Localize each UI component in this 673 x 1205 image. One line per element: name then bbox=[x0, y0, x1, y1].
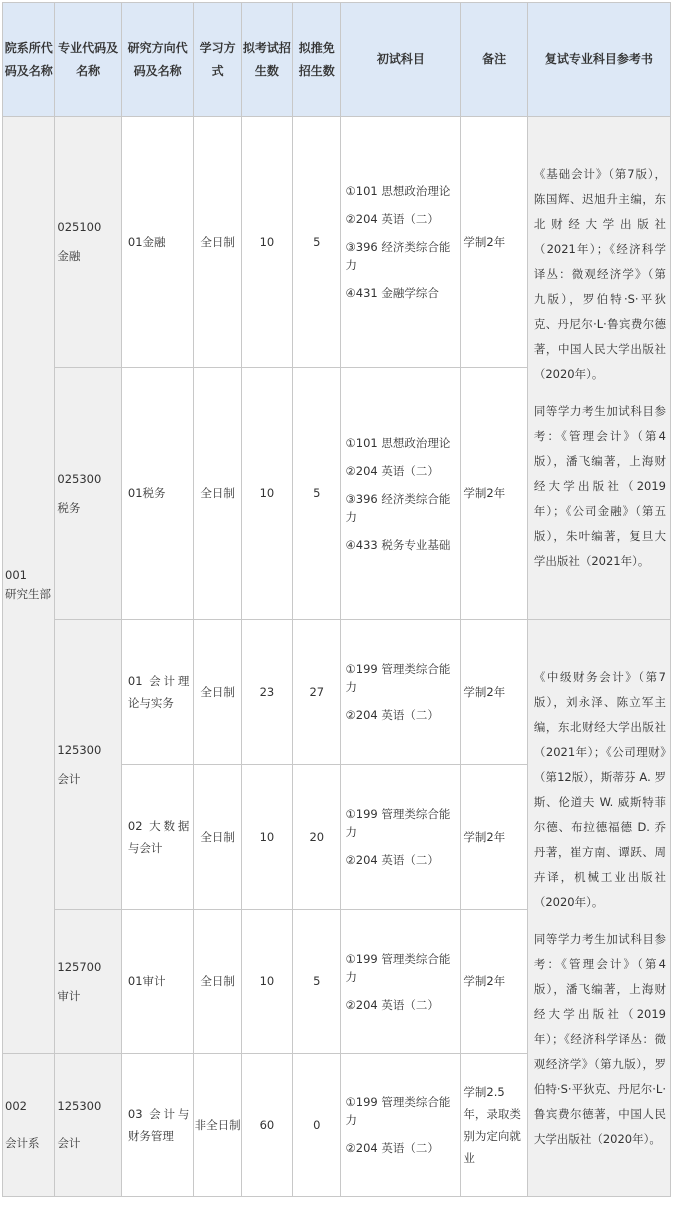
mode-cell: 非全日制 bbox=[194, 1054, 241, 1197]
subject-item: ①101 思想政治理论 bbox=[345, 184, 451, 198]
subject-item: ②204 英语（二） bbox=[345, 997, 439, 1012]
subject-item: ①199 管理类综合能力 bbox=[345, 951, 451, 984]
subjects-cell bbox=[341, 368, 461, 620]
header-subjects: 初试科目 bbox=[341, 3, 461, 117]
subject-item: ②204 英语（二） bbox=[345, 212, 439, 226]
exam-count-cell: 10 bbox=[241, 765, 292, 910]
subject-item: ②204 英语（二） bbox=[345, 853, 439, 867]
major-code: 125300 bbox=[57, 1099, 102, 1113]
dept-code: 001 bbox=[5, 568, 27, 582]
books-main: 《中级财务会计》（第7版），刘永泽、陈立军主编，东北财经大学出版社（2021年）；《公司理财》（第12版），斯蒂芬 A. 罗斯、伦道夫 W. 威斯特菲尔德、布拉德福德 D. 乔丹著，崔方南、谭跃、周卉译，机械工业出版社（2020年）。 bbox=[533, 669, 666, 909]
mode-cell: 全日制 bbox=[194, 910, 241, 1054]
note-cell: 学制2年 bbox=[461, 765, 527, 910]
subjects-cell bbox=[341, 765, 461, 910]
dept-name: 会计系 bbox=[5, 1136, 40, 1150]
note-cell: 学制2.5年，录取类别为定向就业 bbox=[461, 1054, 527, 1197]
subjects-cell bbox=[341, 1054, 461, 1197]
note-cell: 学制2年 bbox=[461, 910, 527, 1054]
major-code: 125700 bbox=[57, 959, 102, 974]
major-cell bbox=[55, 368, 121, 620]
table-row bbox=[3, 117, 671, 368]
mode-cell: 全日制 bbox=[194, 765, 241, 910]
exam-count-cell: 23 bbox=[241, 620, 292, 765]
dept-name: 研究生部 bbox=[5, 587, 51, 601]
mode-cell: 全日制 bbox=[194, 117, 241, 368]
books-cell bbox=[527, 117, 670, 620]
recommend-count-cell: 5 bbox=[293, 910, 341, 1054]
header-books: 复试专业科目参考书 bbox=[527, 3, 670, 117]
header-exam-count: 拟考试招生数 bbox=[241, 3, 292, 117]
subjects-cell bbox=[341, 910, 461, 1054]
major-cell bbox=[55, 117, 121, 368]
exam-count-cell: 10 bbox=[241, 910, 292, 1054]
books-extra: 同等学力考生加试科目参考：《管理会计》（第4版），潘飞编著，上海财经大学出版社（2019年）；《经济科学译丛：微观经济学》（第九版），罗伯特·S·平狄克、丹尼尔·L·鲁宾费尔德著，中国人民大学出版社（2020年）。 bbox=[533, 931, 666, 1146]
subject-item: ④431 金融学综合 bbox=[345, 286, 439, 300]
major-cell bbox=[55, 1054, 121, 1197]
subject-item: ①199 管理类综合能力 bbox=[345, 1095, 451, 1127]
table-row bbox=[3, 620, 671, 765]
recommend-count-cell: 5 bbox=[293, 368, 341, 620]
note-cell: 学制2年 bbox=[461, 620, 527, 765]
header-notes: 备注 bbox=[461, 3, 527, 117]
major-name: 税务 bbox=[57, 500, 81, 515]
dept-cell bbox=[3, 1054, 55, 1197]
major-name: 审计 bbox=[57, 988, 81, 1003]
subject-item: ②204 英语（二） bbox=[345, 463, 439, 478]
major-cell bbox=[55, 620, 121, 910]
major-code: 025100 bbox=[57, 220, 102, 234]
mode-cell: 全日制 bbox=[194, 620, 241, 765]
exam-count-cell: 10 bbox=[241, 117, 292, 368]
subject-item: ③396 经济类综合能力 bbox=[345, 240, 451, 272]
major-name: 会计 bbox=[57, 1136, 81, 1150]
direction-cell: 03 会计与财务管理 bbox=[121, 1054, 194, 1197]
header-major: 专业代码及名称 bbox=[55, 3, 121, 117]
recommend-count-cell: 0 bbox=[293, 1054, 341, 1197]
major-cell bbox=[55, 910, 121, 1054]
dept-cell bbox=[3, 117, 55, 1054]
exam-count-cell: 60 bbox=[241, 1054, 292, 1197]
header-dept: 院系所代码及名称 bbox=[3, 3, 55, 117]
header-recommend-count: 拟推免招生数 bbox=[293, 3, 341, 117]
subject-item: ①199 管理类综合能力 bbox=[345, 662, 451, 694]
recommend-count-cell: 27 bbox=[293, 620, 341, 765]
books-extra: 同等学力考生加试科目参考：《管理会计》（第4版），潘飞编著，上海财经大学出版社（2019年）；《公司金融》（第五版），朱叶编著，复旦大学出版社（2021年）。 bbox=[533, 404, 666, 568]
admissions-table bbox=[2, 2, 671, 1197]
recommend-count-cell: 5 bbox=[293, 117, 341, 368]
subjects-cell bbox=[341, 117, 461, 368]
direction-cell: 01税务 bbox=[121, 368, 194, 620]
books-main: 《基础会计》（第7版），陈国辉、迟旭升主编，东北财经大学出版社（2021年）；《经济科学译丛：微观经济学》（第九版），罗伯特·S·平狄克、丹尼尔·L·鲁宾费尔德著，中国人民大学出版社（2020年）。 bbox=[533, 167, 666, 381]
subject-item: ①199 管理类综合能力 bbox=[345, 807, 451, 839]
recommend-count-cell: 20 bbox=[293, 765, 341, 910]
subject-item: ③396 经济类综合能力 bbox=[345, 491, 451, 524]
subject-item: ④433 税务专业基础 bbox=[345, 537, 451, 552]
major-name: 会计 bbox=[57, 771, 81, 786]
direction-cell: 02 大数据与会计 bbox=[121, 765, 194, 910]
note-cell: 学制2年 bbox=[461, 368, 527, 620]
subject-item: ②204 英语（二） bbox=[345, 1141, 439, 1155]
subject-item: ①101 思想政治理论 bbox=[345, 435, 451, 450]
header-mode: 学习方式 bbox=[194, 3, 241, 117]
mode-cell: 全日制 bbox=[194, 368, 241, 620]
subject-item: ②204 英语（二） bbox=[345, 708, 439, 722]
note-cell: 学制2年 bbox=[461, 117, 527, 368]
subjects-cell bbox=[341, 620, 461, 765]
header-row bbox=[3, 3, 671, 117]
major-code: 025300 bbox=[57, 471, 102, 486]
exam-count-cell: 10 bbox=[241, 368, 292, 620]
direction-cell: 01审计 bbox=[121, 910, 194, 1054]
dept-code: 002 bbox=[5, 1099, 27, 1113]
major-code: 125300 bbox=[57, 742, 102, 757]
direction-cell: 01金融 bbox=[121, 117, 194, 368]
books-cell bbox=[527, 620, 670, 1197]
header-direction: 研究方向代码及名称 bbox=[121, 3, 194, 117]
direction-cell: 01 会计理论与实务 bbox=[121, 620, 194, 765]
major-name: 金融 bbox=[57, 249, 81, 263]
